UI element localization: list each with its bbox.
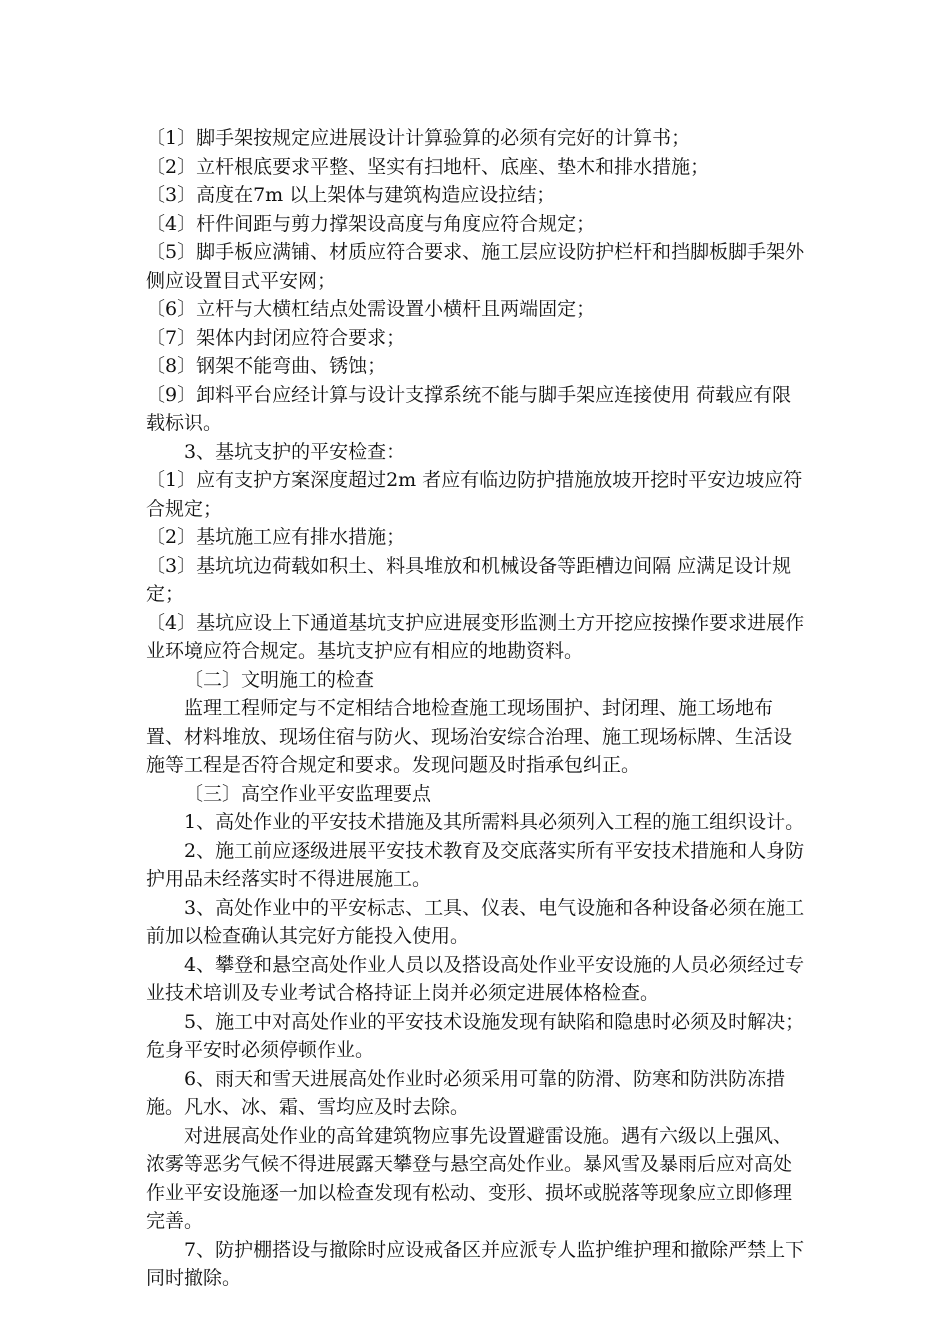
- paragraph-high-altitude-3: 3、高处作业中的平安标志、工具、仪表、电气设施和各种设备必须在施工前加以检查确认其完好方能投入使用。: [146, 896, 805, 947]
- paragraph-scaffold-6: 〔6〕立杆与大横杠结点处需设置小横杆且两端固定；: [146, 298, 596, 320]
- paragraph-pit-4: 〔4〕基坑应设上下通道基坑支护应进展变形监测土方开挖应按操作要求进展作业环境应符合规定。基坑支护应有相应的地勘资料。: [146, 611, 805, 662]
- paragraph-pit-3: 〔3〕基坑坑边荷载如积土、料具堆放和机械设备等距槽边间隔 应满足设计规定；: [146, 554, 792, 605]
- paragraph-scaffold-3: 〔3〕高度在7m 以上架体与建筑构造应设拉结；: [146, 184, 556, 206]
- paragraph-high-altitude-7: 7、防护棚搭设与撤除时应设戒备区并应派专人监护维护理和撤除严禁上下同时撤除。: [146, 1238, 805, 1289]
- paragraph-scaffold-2: 〔2〕立杆根底要求平整、坚实有扫地杆、底座、垫木和排水措施；: [146, 155, 710, 178]
- paragraph-scaffold-8: 〔8〕钢架不能弯曲、锈蚀；: [146, 355, 387, 377]
- paragraph-high-altitude-5: 5、施工中对高处作业的平安技术设施发现有缺陷和隐患时必须及时解决；危身平安时必须停顿作业。: [146, 1010, 805, 1061]
- heading-high-altitude: 〔三〕高空作业平安监理要点: [184, 782, 432, 805]
- paragraph-high-altitude-6: 6、雨天和雪天进展高处作业时必须采用可靠的防滑、防寒和防洪防冻措施。凡水、冰、霜、雪均应及时去除。: [146, 1067, 786, 1118]
- heading-civilized-construction: 〔二〕文明施工的检查: [184, 668, 375, 691]
- paragraph-high-altitude-4: 4、攀登和悬空高处作业人员以及搭设高处作业平安设施的人员必须经过专业技术培训及专业考试合格持证上岗并必须定进展体格检查。: [146, 953, 805, 1004]
- paragraph-pit-1: 〔1〕应有支护方案深度超过2m 者应有临边防护措施放坡开挖时平安边坡应符合规定；: [146, 469, 803, 520]
- paragraph-scaffold-4: 〔4〕杆件间距与剪力撑架设高度与角度应符合规定；: [146, 212, 596, 235]
- paragraph-scaffold-5: 〔5〕脚手板应满铺、材质应符合要求、施工层应设防护栏杆和挡脚板脚手架外侧应设置目式平安网；: [146, 241, 805, 292]
- paragraph-scaffold-9: 〔9〕卸料平台应经计算与设计支撑系统不能与脚手架应连接使用 荷载应有限载标识。: [146, 383, 792, 434]
- paragraph-civilized-construction: 监理工程师定与不定相结合地检查施工现场围护、封闭理、施工场地布置、材料堆放、现场住宿与防火、现场治安综合治理、施工现场标牌、生活设施等工程是否符合规定和要求。发现问题及时指承包纠正。: [146, 697, 793, 776]
- paragraph-high-altitude-1: 1、高处作业的平安技术措施及其所需料具必须列入工程的施工组织设计。: [184, 811, 805, 833]
- paragraph-high-altitude-2: 2、施工前应逐级进展平安技术教育及交底落实所有平安技术措施和人身防护用品未经落实时不得进展施工。: [146, 839, 805, 890]
- paragraph-lightning-weather: 对进展高处作业的高耸建筑物应事先设置避雷设施。遇有六级以上强风、浓雾等恶劣气候不得进展露天攀登与悬空高处作业。暴风雪及暴雨后应对高处作业平安设施逐一加以检查发现有松动、变形、损坏或脱落等现象应立即修理完善。: [146, 1124, 793, 1232]
- heading-foundation-pit: 3、基坑支护的平安检查：: [184, 440, 406, 463]
- paragraph-pit-2: 〔2〕基坑施工应有排水措施；: [146, 526, 406, 548]
- paragraph-scaffold-7: 〔7〕架体内封闭应符合要求；: [146, 326, 406, 349]
- paragraph-scaffold-1: 〔1〕脚手架按规定应进展设计计算验算的必须有完好的计算书；: [146, 127, 691, 149]
